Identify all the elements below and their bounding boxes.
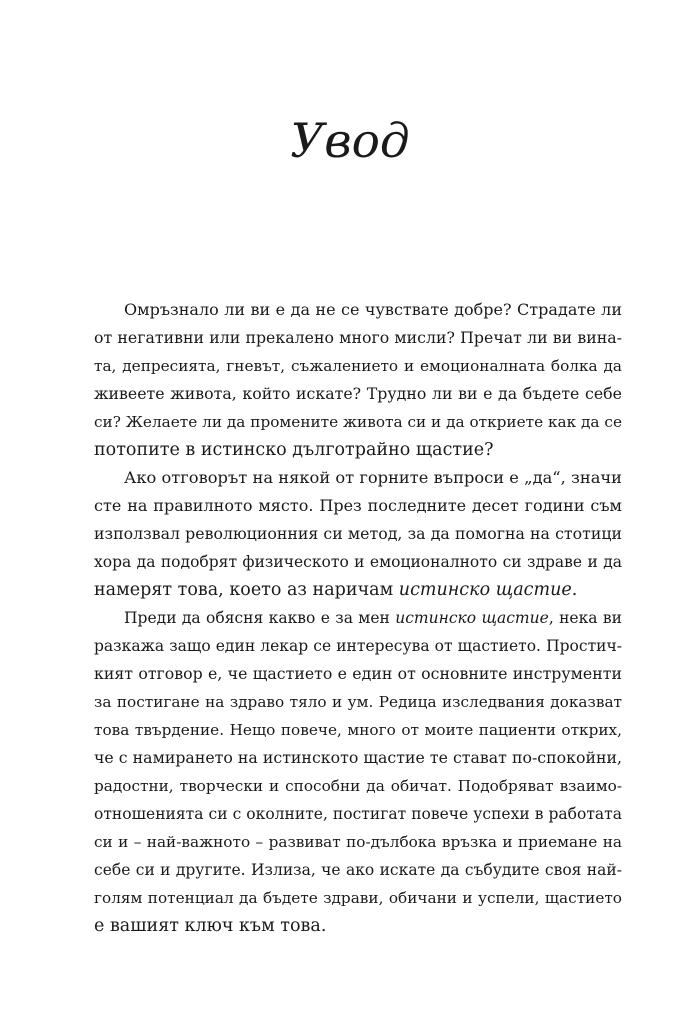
paragraph-3-line-9: си и – най-важното – развиват по-дълбока връзка и приемане на (94, 833, 622, 851)
paragraph-3-line-6: че с намирането на истинското щастие те стават по-спокойни, (94, 748, 622, 767)
paragraph-3-line-4: за постигане на здраво тяло и ум. Редица изследвания доказват (94, 693, 622, 711)
paragraph-3-line-11: голям потенциал да бъдете здрави, обичани и успели, щастието (94, 889, 622, 907)
paragraph-3-emphasis: истинско щастие (395, 609, 549, 627)
paragraph-1-line-2: от негативни или прекалено много мисли? Пречат ли ви вина- (94, 328, 622, 347)
body-text (94, 296, 622, 940)
paragraph-3-line-12: е вашият ключ към това. (94, 916, 327, 936)
paragraph-3-line-7: радостни, творчески и способни да обичат. Подобряват взаимо- (94, 777, 622, 795)
paragraph-3-line-8: отношенията си с околните, постигат повече успехи в работата (94, 805, 622, 823)
paragraph-3-line-3: кият отговор е, че щастието е един от основните инструменти (94, 664, 622, 683)
paragraph-2-line-1: Ако отговорът на някой от горните въпроси е „да“, значи (124, 468, 622, 487)
paragraph-3-line-1-suffix: , нека ви (548, 609, 622, 627)
paragraph-2-line-2: сте на правилното място. През последните десет години съм (94, 496, 622, 515)
paragraph-2-line-5-prefix: намерят това, което аз наричам (94, 580, 399, 600)
paragraph-3-line-10: себе си и другите. Излиза, че ако искате да събудите своя най- (94, 861, 622, 879)
paragraph-2-line-3: използвал революционния си метод, за да помогна на стотици (94, 524, 622, 543)
paragraph-3-line-1-prefix: Преди да обясня какво е за мен (124, 609, 396, 627)
paragraph-1-line-6: потопите в истинско дълготрайно щастие? (94, 440, 494, 460)
paragraph-1-line-3: та, депресията, гневът, съжалението и емоционалната болка да (94, 357, 622, 375)
paragraph-2-emphasis: истинско щастие (398, 580, 572, 600)
paragraph-1-line-4: живеете живота, който искате? Трудно ли ви е да бъдете себе (94, 384, 622, 403)
paragraph-3-line-1 (94, 604, 622, 632)
paragraph-1-line-1: Омръзнало ли ви е да не се чувствате добре? Страдате ли (124, 300, 622, 319)
paragraph-2-line-5 (94, 576, 622, 604)
chapter-title: Увод (290, 114, 410, 169)
paragraph-2-line-5-suffix: . (571, 580, 578, 600)
paragraph-3-line-5: това твърдение. Нещо повече, много от моите пациенти открих, (94, 721, 622, 739)
paragraph-2-line-4: хора да подобрят физическото и емоционалното си здраве и да (94, 553, 622, 571)
paragraph-3-line-2: разкажа защо един лекар се интересува от щастието. Простич- (94, 637, 622, 655)
paragraph-1-line-5: си? Желаете ли да промените живота си и да откриете как да се (94, 413, 622, 431)
